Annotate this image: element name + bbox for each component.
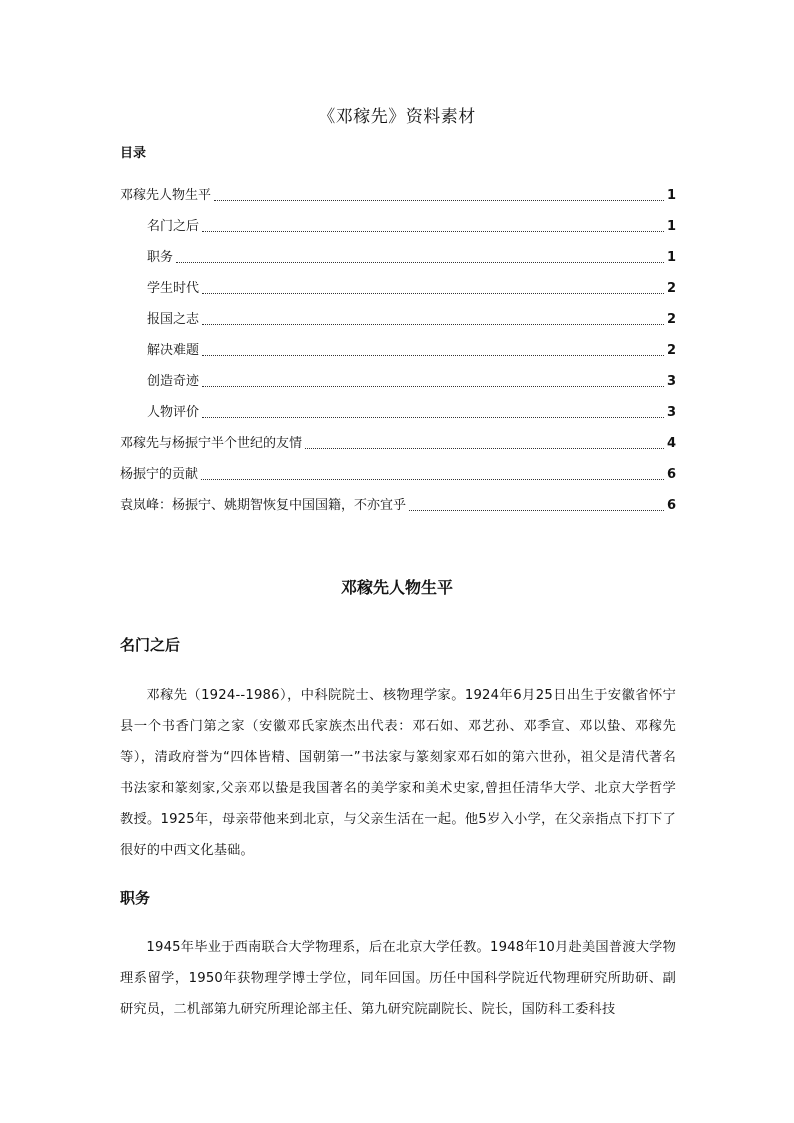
toc-item-page: 6 <box>666 498 676 513</box>
toc-leader-dots <box>202 416 664 418</box>
toc-leader-dots <box>214 199 664 201</box>
toc-leader-dots <box>201 478 664 480</box>
toc-item-text: 杨振宁的贡献 <box>120 467 199 482</box>
toc-item-page: 1 <box>666 188 676 203</box>
toc-item[interactable] <box>120 267 676 298</box>
toc-item-page: 1 <box>666 219 676 234</box>
toc-heading: 目录 <box>120 146 147 161</box>
toc-item-text: 名门之后 <box>147 219 200 234</box>
toc-leader-dots <box>305 447 664 449</box>
toc-leader-dots <box>409 509 664 511</box>
toc-item[interactable] <box>120 298 676 329</box>
subheading-famous-family: 名门之后 <box>120 636 181 654</box>
toc-item[interactable] <box>120 453 676 484</box>
toc-item-page: 3 <box>666 374 676 389</box>
paragraph-famous-family: 邓稼先（1924--1986），中科院院士、核物理学家。1924年6月25日出生于安徽省怀宁县一个书香门第之家（安徽邓氏家族杰出代表：邓石如、邓艺孙、邓季宣、邓以蛰、邓稼先等），清政府誉为“四体皆精、国朝第一”书法家与篆刻家邓石如的第六世孙，祖父是清代著名书法家和篆刻家,父亲邓以蛰是我国著名的美学家和美术史家,曾担任清华大学、北京大学哲学教授。1925年，母亲带他来到北京，与父亲生活在一起。他5岁入小学，在父亲指点下打下了很好的中西文化基础。 <box>120 688 676 858</box>
toc-item-text: 创造奇迹 <box>147 374 200 389</box>
toc-item[interactable] <box>120 205 676 236</box>
toc-item[interactable] <box>120 236 676 267</box>
toc-item-page: 2 <box>666 312 676 327</box>
toc-leader-dots <box>176 261 664 263</box>
toc-leader-dots <box>202 230 664 232</box>
toc-item-page: 4 <box>666 436 676 451</box>
toc-item-text: 报国之志 <box>147 312 200 327</box>
toc-item-text: 职务 <box>147 250 174 265</box>
toc-leader-dots <box>202 292 664 294</box>
toc-leader-dots <box>202 385 664 387</box>
toc-item-page: 3 <box>666 405 676 420</box>
toc-item-text: 袁岚峰：杨振宁、姚期智恢复中国国籍，不亦宜乎 <box>120 498 407 513</box>
table-of-contents <box>120 174 676 515</box>
toc-item-text: 邓稼先人物生平 <box>120 188 212 203</box>
toc-leader-dots <box>202 323 664 325</box>
toc-leader-dots <box>202 354 664 356</box>
document-title: 《邓稼先》资料素材 <box>318 107 476 127</box>
toc-item[interactable] <box>120 174 676 205</box>
section-title: 邓稼先人物生平 <box>340 578 453 597</box>
paragraph-positions: 1945年毕业于西南联合大学物理系，后在北京大学任教。1948年10月赴美国普渡大学物理系留学，1950年获物理学博士学位，同年回国。历任中国科学院近代物理研究所助研、副研究员，二机部第九研究所理论部主任、第九研究院副院长、院长，国防科工委科技 <box>120 940 676 1017</box>
toc-item-text: 解决难题 <box>147 343 200 358</box>
toc-item[interactable] <box>120 484 676 515</box>
toc-item-text: 邓稼先与杨振宁半个世纪的友情 <box>120 436 303 451</box>
toc-item[interactable] <box>120 422 676 453</box>
toc-item-text: 人物评价 <box>147 405 200 420</box>
toc-item-text: 学生时代 <box>147 281 200 296</box>
toc-item[interactable] <box>120 391 676 422</box>
toc-item[interactable] <box>120 360 676 391</box>
toc-item-page: 6 <box>666 467 676 482</box>
subheading-positions: 职务 <box>120 889 151 907</box>
toc-item-page: 2 <box>666 343 676 358</box>
toc-item[interactable] <box>120 329 676 360</box>
toc-item-page: 2 <box>666 281 676 296</box>
toc-item-page: 1 <box>666 250 676 265</box>
